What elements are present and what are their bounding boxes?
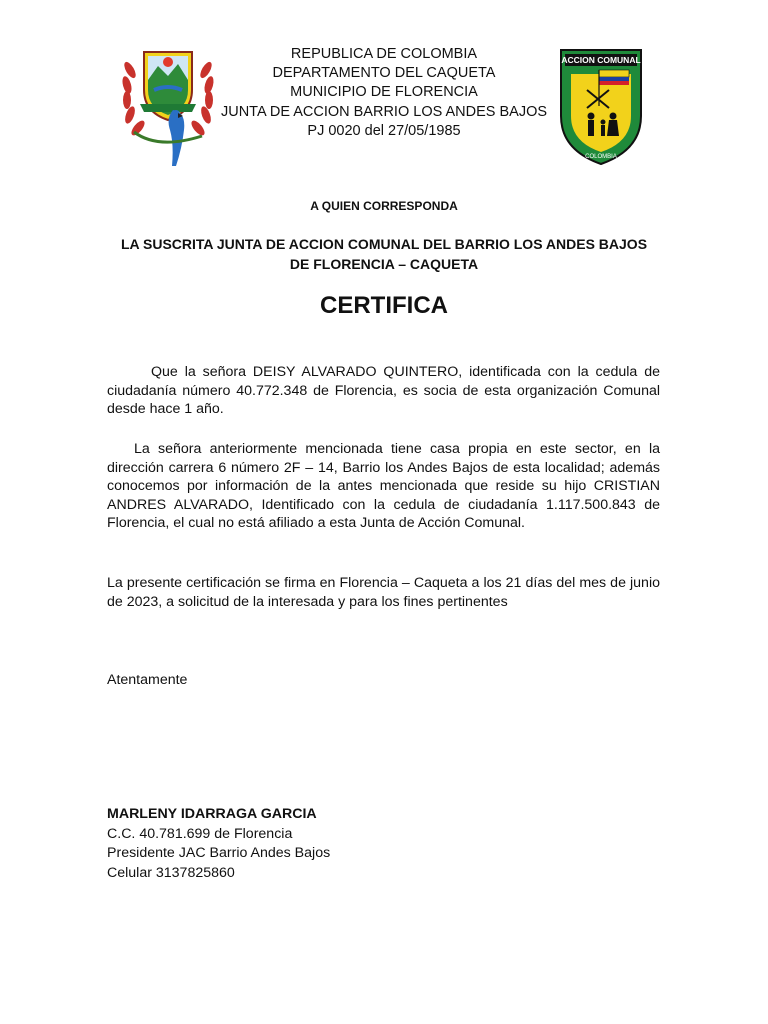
header-municipality: MUNICIPIO DE FLORENCIA <box>290 84 478 101</box>
accion-comunal-shield-icon <box>557 46 645 168</box>
header-registration: PJ 0020 del 27/05/1985 <box>307 122 461 139</box>
logo-bottom-text: COLOMBIA <box>585 154 617 160</box>
logo-top-text: ACCION COMUNAL <box>561 55 641 65</box>
signer-name: MARLENY IDARRAGA GARCIA <box>107 806 317 822</box>
signer-role: Presidente JAC Barrio Andes Bajos <box>107 845 331 861</box>
closing-text: Atentamente <box>107 672 188 688</box>
body-paragraph-1: Que la señora DEISY ALVARADO QUINTERO, identificada con la cedula de ciudadanía número 40.772.348 de Florencia, es socia de esta organización Comunal desde hace 1 año. <box>107 364 660 418</box>
signer-id: C.C. 40.781.699 de Florencia <box>107 825 293 842</box>
header-country: REPUBLICA DE COLOMBIA <box>290 46 478 62</box>
body-paragraph-2: La señora anteriormente mencionada tiene casa propia en este sector, en la dirección carrera 6 número 2F – 14, Barrio los Andes Bajos de esta localidad; además conocemos por información de la antes mencionada que reside su hijo CRISTIAN ANDRES ALVARADO, Identificado con la cedula de ciudadanía 1.117.500.843 de Florencia, el cual no está afiliado a esta Junta de Acción Comunal. <box>107 441 660 532</box>
signature-block <box>107 805 330 883</box>
header-organization: JUNTA DE ACCION BARRIO LOS ANDES BAJOS <box>220 103 548 120</box>
document-title: CERTIFICA <box>320 292 448 319</box>
body-paragraph-3: La presente certificación se firma en Florencia – Caqueta a los 21 días del mes de junio de 2023, a solicitud de la interesada y para los fines pertinentes <box>107 575 660 610</box>
signer-phone: Celular 3137825860 <box>107 864 235 881</box>
header-department: DEPARTAMENTO DEL CAQUETA <box>272 65 496 82</box>
document-header <box>200 45 568 141</box>
salutation: A QUIEN CORRESPONDA <box>310 199 458 213</box>
subject-heading: LA SUSCRITA JUNTA DE ACCION COMUNAL DEL BARRIO LOS ANDES BAJOS DE FLORENCIA – CAQUETA <box>120 236 648 272</box>
